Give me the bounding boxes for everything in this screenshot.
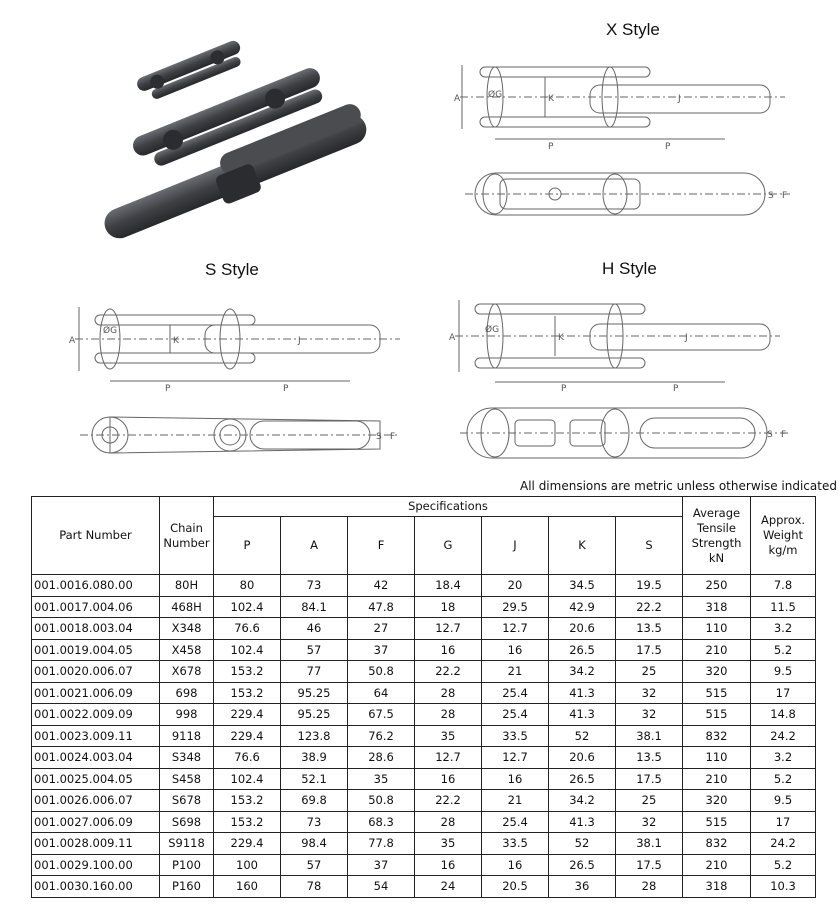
table-cell: 28 [415, 704, 482, 726]
s-dim-F: F [390, 432, 396, 442]
x-style-top-view-drawing [460, 165, 800, 225]
table-cell: 17 [751, 811, 816, 833]
table-cell: 22.2 [616, 596, 683, 618]
part-number-cell: 001.0024.003.04 [32, 747, 160, 769]
x-dim-S: S [768, 191, 774, 201]
table-cell: 28 [415, 811, 482, 833]
table-cell: 17.5 [616, 639, 683, 661]
table-cell: 76.6 [214, 618, 281, 640]
table-cell: 22.2 [415, 661, 482, 683]
table-row [32, 854, 816, 876]
part-number-cell: 001.0020.006.07 [32, 661, 160, 683]
table-cell: 17.5 [616, 768, 683, 790]
s-style-side-view-drawing [65, 295, 405, 395]
chain-product-photo [90, 40, 380, 245]
part-number-cell: 001.0025.004.05 [32, 768, 160, 790]
table-cell: 11.5 [751, 596, 816, 618]
table-cell: 37 [348, 854, 415, 876]
table-cell: 57 [281, 639, 348, 661]
table-cell: 12.7 [415, 747, 482, 769]
table-cell: 20.5 [482, 876, 549, 898]
table-cell: 153.2 [214, 811, 281, 833]
h-dim-F: F [781, 430, 787, 440]
s-style-title: S Style [205, 260, 259, 279]
s-dim-P2: P [283, 384, 289, 394]
chain-number-cell: 80H [160, 575, 214, 597]
table-row [32, 811, 816, 833]
x-dim-G: ØG [488, 90, 503, 100]
table-cell: 24.2 [751, 833, 816, 855]
header-S: S [616, 517, 683, 575]
table-cell: 41.3 [549, 811, 616, 833]
table-cell: 16 [482, 768, 549, 790]
table-cell: 77 [281, 661, 348, 683]
h-style-side-view-drawing [445, 292, 785, 392]
table-cell: 77.8 [348, 833, 415, 855]
s-style-top-view-drawing [80, 405, 410, 465]
table-cell: 38.1 [616, 833, 683, 855]
table-cell: 47.8 [348, 596, 415, 618]
header-tensile-strength: Average Tensile Strength kN [683, 497, 751, 575]
table-cell: 38.1 [616, 725, 683, 747]
table-cell: 229.4 [214, 833, 281, 855]
table-cell: 17 [751, 682, 816, 704]
x-dim-P1: P [548, 142, 554, 152]
table-cell: 318 [683, 876, 751, 898]
h-dim-A: A [449, 333, 456, 343]
table-cell: 20.6 [549, 747, 616, 769]
table-cell: 25.4 [482, 704, 549, 726]
table-cell: 110 [683, 747, 751, 769]
table-cell: 100 [214, 854, 281, 876]
table-cell: 38.9 [281, 747, 348, 769]
header-chain-number: Chain Number [160, 497, 214, 575]
table-cell: 73 [281, 575, 348, 597]
chain-number-cell: 468H [160, 596, 214, 618]
table-cell: 67.5 [348, 704, 415, 726]
table-cell: 5.2 [751, 854, 816, 876]
table-cell: 10.3 [751, 876, 816, 898]
table-cell: 102.4 [214, 768, 281, 790]
h-dim-P1: P [561, 384, 567, 392]
s-dim-A: A [69, 336, 76, 346]
specification-table [31, 496, 816, 898]
header-weight: Approx. Weight kg/m [751, 497, 816, 575]
s-dim-P1: P [165, 384, 171, 394]
table-cell: 25 [616, 790, 683, 812]
table-cell: 153.2 [214, 661, 281, 683]
table-cell: 19.5 [616, 575, 683, 597]
table-cell: 95.25 [281, 704, 348, 726]
table-cell: 123.8 [281, 725, 348, 747]
part-number-cell: 001.0018.003.04 [32, 618, 160, 640]
table-cell: 78 [281, 876, 348, 898]
h-style-title: H Style [602, 259, 657, 278]
s-dim-K: K [173, 336, 179, 346]
table-cell: 41.3 [549, 682, 616, 704]
table-cell: 73 [281, 811, 348, 833]
table-cell: 320 [683, 661, 751, 683]
table-cell: 76.6 [214, 747, 281, 769]
h-dim-K: K [558, 333, 564, 343]
table-row [32, 833, 816, 855]
table-cell: 33.5 [482, 833, 549, 855]
table-cell: 25.4 [482, 811, 549, 833]
table-row [32, 790, 816, 812]
table-cell: 32 [616, 811, 683, 833]
table-cell: 34.2 [549, 661, 616, 683]
table-cell: 52.1 [281, 768, 348, 790]
table-cell: 153.2 [214, 790, 281, 812]
header-J: J [482, 517, 549, 575]
chain-number-cell: S9118 [160, 833, 214, 855]
table-cell: 9.5 [751, 661, 816, 683]
table-cell: 52 [549, 833, 616, 855]
x-dim-K: K [548, 94, 554, 104]
header-K: K [549, 517, 616, 575]
table-cell: 12.7 [482, 618, 549, 640]
table-cell: 64 [348, 682, 415, 704]
part-number-cell: 001.0027.006.09 [32, 811, 160, 833]
x-dim-F: F [782, 191, 788, 201]
part-number-cell: 001.0029.100.00 [32, 854, 160, 876]
table-cell: 22.2 [415, 790, 482, 812]
table-cell: 29.5 [482, 596, 549, 618]
table-cell: 42 [348, 575, 415, 597]
table-cell: 32 [616, 682, 683, 704]
table-row [32, 682, 816, 704]
header-A: A [281, 517, 348, 575]
table-cell: 24.2 [751, 725, 816, 747]
table-cell: 515 [683, 704, 751, 726]
part-number-cell: 001.0026.006.07 [32, 790, 160, 812]
header-P: P [214, 517, 281, 575]
table-cell: 12.7 [482, 747, 549, 769]
table-cell: 210 [683, 639, 751, 661]
part-number-cell: 001.0022.009.09 [32, 704, 160, 726]
table-cell: 35 [348, 768, 415, 790]
table-cell: 32 [616, 704, 683, 726]
part-number-cell: 001.0021.006.09 [32, 682, 160, 704]
table-cell: 515 [683, 811, 751, 833]
table-cell: 28 [415, 682, 482, 704]
table-row [32, 747, 816, 769]
table-cell: 98.4 [281, 833, 348, 855]
table-cell: 16 [415, 854, 482, 876]
table-cell: 26.5 [549, 768, 616, 790]
table-cell: 13.5 [616, 618, 683, 640]
x-style-title: X Style [606, 20, 660, 39]
table-cell: 7.8 [751, 575, 816, 597]
table-cell: 20 [482, 575, 549, 597]
x-dim-J: J [678, 94, 681, 104]
table-cell: 832 [683, 725, 751, 747]
header-specifications: Specifications [214, 497, 683, 517]
table-cell: 16 [482, 854, 549, 876]
part-number-cell: 001.0028.009.11 [32, 833, 160, 855]
table-row [32, 575, 816, 597]
table-cell: 110 [683, 618, 751, 640]
table-cell: 28 [616, 876, 683, 898]
table-cell: 229.4 [214, 704, 281, 726]
table-cell: 21 [482, 790, 549, 812]
chain-number-cell: P160 [160, 876, 214, 898]
table-cell: 33.5 [482, 725, 549, 747]
chain-number-cell: S678 [160, 790, 214, 812]
part-number-cell: 001.0017.004.06 [32, 596, 160, 618]
table-cell: 95.25 [281, 682, 348, 704]
part-number-cell: 001.0019.004.05 [32, 639, 160, 661]
table-cell: 35 [415, 833, 482, 855]
table-cell: 26.5 [549, 639, 616, 661]
table-cell: 68.3 [348, 811, 415, 833]
table-cell: 160 [214, 876, 281, 898]
h-dim-P2: P [673, 384, 679, 392]
table-cell: 37 [348, 639, 415, 661]
table-cell: 16 [415, 768, 482, 790]
table-cell: 3.2 [751, 747, 816, 769]
table-cell: 27 [348, 618, 415, 640]
header-F: F [348, 517, 415, 575]
table-cell: 24 [415, 876, 482, 898]
table-cell: 84.1 [281, 596, 348, 618]
h-dim-G: ØG [485, 325, 500, 335]
chain-number-cell: 9118 [160, 725, 214, 747]
chain-number-cell: S698 [160, 811, 214, 833]
table-cell: 18.4 [415, 575, 482, 597]
table-cell: 16 [415, 639, 482, 661]
table-cell: 28.6 [348, 747, 415, 769]
table-cell: 515 [683, 682, 751, 704]
table-cell: 46 [281, 618, 348, 640]
h-dim-J: J [685, 333, 688, 343]
s-dim-S: S [376, 432, 382, 442]
table-cell: 35 [415, 725, 482, 747]
x-dim-A: A [454, 94, 461, 104]
chain-number-cell: 998 [160, 704, 214, 726]
part-number-cell: 001.0030.160.00 [32, 876, 160, 898]
chain-number-cell: X458 [160, 639, 214, 661]
table-cell: 17.5 [616, 854, 683, 876]
table-cell: 26.5 [549, 854, 616, 876]
table-row [32, 704, 816, 726]
table-cell: 14.8 [751, 704, 816, 726]
chain-number-cell: 698 [160, 682, 214, 704]
chain-number-cell: S348 [160, 747, 214, 769]
part-number-cell: 001.0023.009.11 [32, 725, 160, 747]
x-style-side-view-drawing [450, 55, 790, 155]
table-cell: 153.2 [214, 682, 281, 704]
table-cell: 229.4 [214, 725, 281, 747]
table-cell: 34.2 [549, 790, 616, 812]
table-row [32, 618, 816, 640]
dimensions-note: All dimensions are metric unless otherwise indicated [520, 479, 837, 493]
table-cell: 34.5 [549, 575, 616, 597]
table-cell: 5.2 [751, 639, 816, 661]
specification-table-body [32, 575, 816, 898]
table-cell: 210 [683, 768, 751, 790]
table-cell: 76.2 [348, 725, 415, 747]
table-cell: 832 [683, 833, 751, 855]
table-cell: 50.8 [348, 661, 415, 683]
table-cell: 21 [482, 661, 549, 683]
table-cell: 50.8 [348, 790, 415, 812]
table-cell: 210 [683, 854, 751, 876]
table-cell: 102.4 [214, 639, 281, 661]
table-cell: 318 [683, 596, 751, 618]
chain-number-cell: P100 [160, 854, 214, 876]
chain-number-cell: X348 [160, 618, 214, 640]
table-cell: 13.5 [616, 747, 683, 769]
table-row [32, 768, 816, 790]
table-row [32, 639, 816, 661]
table-row [32, 596, 816, 618]
x-dim-P2: P [665, 142, 671, 152]
table-row [32, 876, 816, 898]
h-style-top-view-drawing [455, 402, 795, 464]
table-row [32, 661, 816, 683]
table-cell: 36 [549, 876, 616, 898]
header-part-number: Part Number [32, 497, 160, 575]
table-row [32, 725, 816, 747]
table-cell: 69.8 [281, 790, 348, 812]
header-G: G [415, 517, 482, 575]
table-cell: 20.6 [549, 618, 616, 640]
table-cell: 42.9 [549, 596, 616, 618]
table-cell: 54 [348, 876, 415, 898]
table-cell: 12.7 [415, 618, 482, 640]
table-cell: 41.3 [549, 704, 616, 726]
table-cell: 52 [549, 725, 616, 747]
table-cell: 18 [415, 596, 482, 618]
table-cell: 25.4 [482, 682, 549, 704]
table-cell: 320 [683, 790, 751, 812]
s-dim-G: ØG [103, 326, 118, 336]
table-cell: 25 [616, 661, 683, 683]
table-cell: 3.2 [751, 618, 816, 640]
h-dim-S: S [767, 430, 773, 440]
small-chain-link [135, 40, 247, 104]
part-number-cell: 001.0016.080.00 [32, 575, 160, 597]
s-dim-J: J [298, 336, 301, 346]
table-cell: 16 [482, 639, 549, 661]
table-cell: 250 [683, 575, 751, 597]
table-cell: 102.4 [214, 596, 281, 618]
table-cell: 57 [281, 854, 348, 876]
table-cell: 5.2 [751, 768, 816, 790]
table-cell: 80 [214, 575, 281, 597]
chain-number-cell: S458 [160, 768, 214, 790]
chain-number-cell: X678 [160, 661, 214, 683]
table-cell: 9.5 [751, 790, 816, 812]
